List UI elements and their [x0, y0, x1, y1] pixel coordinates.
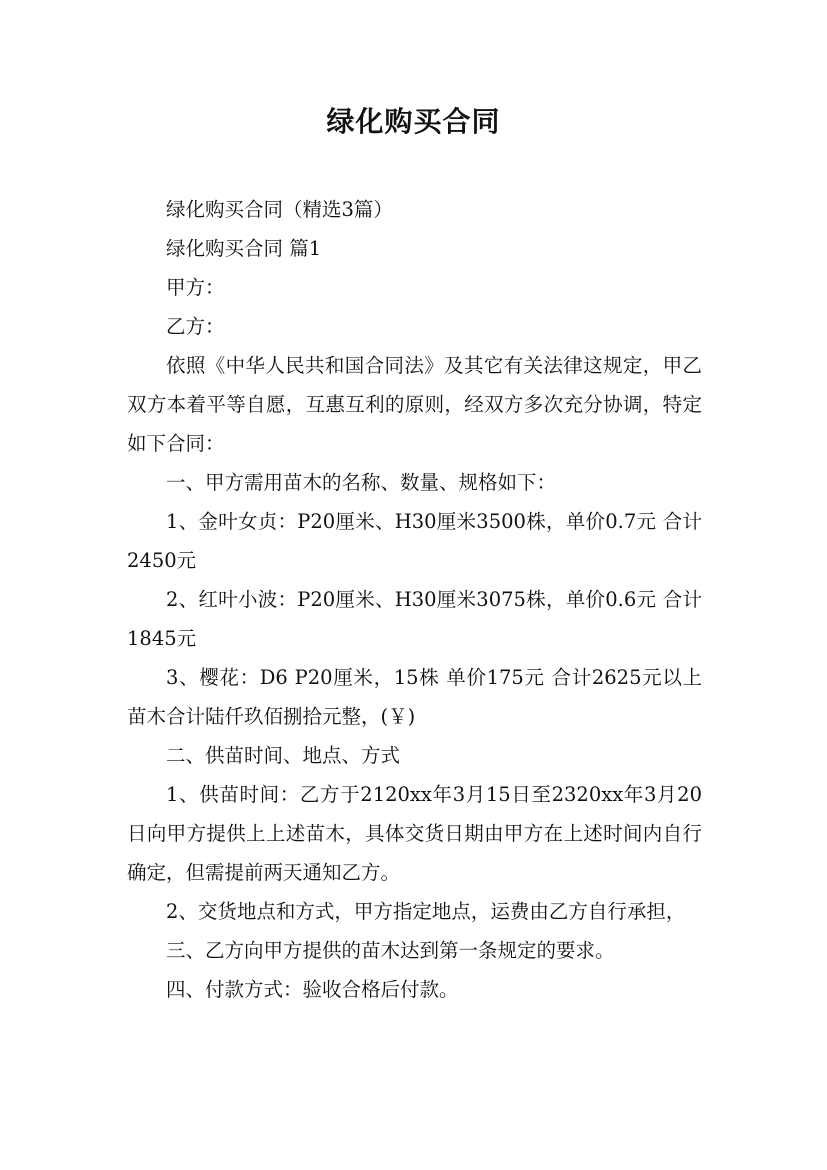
- paragraph-clause-4: 四、付款方式：验收合格后付款。: [166, 978, 459, 1001]
- paragraph-clause-2: 二、供苗时间、地点、方式: [166, 744, 401, 767]
- paragraph-item-1: 1、金叶女贞：P20厘米、H30厘米3500株，单价0.7元 合计2450元: [127, 510, 702, 572]
- paragraph-delivery: 2、交货地点和方式，甲方指定地点，运费由乙方自行承担，: [166, 900, 686, 923]
- paragraph-clause-3: 三、乙方向甲方提供的苗木达到第一条规定的要求。: [166, 939, 615, 962]
- paragraph-clause-1: 一、甲方需用苗木的名称、数量、规格如下：: [166, 471, 557, 494]
- paragraph-subtitle: 绿化购买合同（精选3篇）: [166, 198, 393, 221]
- document-body: [127, 190, 702, 1009]
- paragraph-item-2: 2、红叶小波：P20厘米、H30厘米3075株，单价0.6元 合计1845元: [127, 588, 702, 650]
- document-title: 绿化购买合同: [326, 105, 501, 138]
- paragraph-party-b: 乙方：: [166, 315, 225, 338]
- paragraph-item-3: 3、樱花：D6 P20厘米，15株 单价175元 合计2625元以上苗木合计陆仟玖佰捌拾元整，(￥): [127, 666, 702, 728]
- paragraph-preamble: 依照《中华人民共和国合同法》及其它有关法律这规定，甲乙双方本着平等自愿，互惠互利的原则，经双方多次充分协调，特定如下合同：: [127, 354, 702, 455]
- paragraph-party-a: 甲方：: [166, 276, 225, 299]
- paragraph-supply-time: 1、供苗时间：乙方于2120xx年3月15日至2320xx年3月20日向甲方提供上上述苗木，具体交货日期由甲方在上述时间内自行确定，但需提前两天通知乙方。: [127, 783, 702, 884]
- paragraph-section-heading: 绿化购买合同 篇1: [166, 237, 322, 260]
